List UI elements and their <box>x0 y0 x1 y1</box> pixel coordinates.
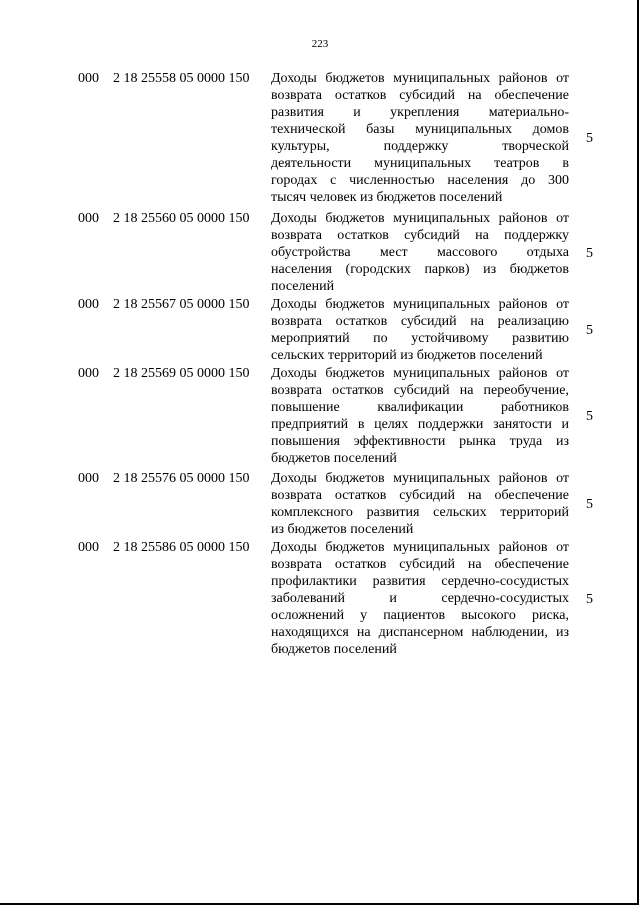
description-line: осложнений у пациентов высокого риска, <box>271 608 569 623</box>
admin-code: 000 <box>78 71 99 86</box>
description-line: Доходы бюджетов муниципальных районов от <box>271 211 569 226</box>
description-line: возврата остатков субсидий на реализацию <box>271 314 569 329</box>
budget-classification-code: 2 18 25576 05 0000 150 <box>113 471 250 486</box>
income-description <box>271 296 569 364</box>
description-line: повышение квалификации работников <box>271 400 569 415</box>
description-line: городах с численностью населения до 300 <box>271 173 569 188</box>
budget-classification-code: 2 18 25569 05 0000 150 <box>113 366 250 381</box>
description-line: бюджетов поселений <box>271 642 397 657</box>
description-line: возврата остатков субсидий на обеспечение <box>271 88 569 103</box>
description-line: профилактики развития сердечно-сосудистых <box>271 574 569 589</box>
admin-code: 000 <box>78 540 99 555</box>
income-description <box>271 210 569 295</box>
description-line: населения (городских парков) из бюджетов <box>271 262 569 277</box>
description-line: предприятий в целях поддержки занятости и <box>271 417 569 432</box>
description-line: возврата остатков субсидий на поддержку <box>271 228 569 243</box>
admin-code: 000 <box>78 211 99 226</box>
description-line: возврата остатков субсидий на переобучение, <box>271 383 569 398</box>
budget-classification-code: 2 18 25558 05 0000 150 <box>113 71 250 86</box>
amount-value: 5 <box>586 131 593 146</box>
income-description <box>271 470 569 538</box>
description-line: возврата остатков субсидий на обеспечение <box>271 557 569 572</box>
description-line: Доходы бюджетов муниципальных районов от <box>271 471 569 486</box>
admin-code: 000 <box>78 297 99 312</box>
amount-value: 5 <box>586 409 593 424</box>
description-line: Доходы бюджетов муниципальных районов от <box>271 366 569 381</box>
description-line: Доходы бюджетов муниципальных районов от <box>271 297 569 312</box>
description-line: находящихся на диспансерном наблюдении, из <box>271 625 569 640</box>
amount-value: 5 <box>586 323 593 338</box>
description-line: Доходы бюджетов муниципальных районов от <box>271 71 569 86</box>
income-description <box>271 539 569 658</box>
description-line: заболеваний и сердечно-сосудистых <box>271 591 569 606</box>
admin-code: 000 <box>78 366 99 381</box>
description-line: культуры, поддержку творческой <box>271 139 569 154</box>
description-line: бюджетов поселений <box>271 451 397 466</box>
amount-value: 5 <box>586 246 593 261</box>
description-line: Доходы бюджетов муниципальных районов от <box>271 540 569 555</box>
description-line: из бюджетов поселений <box>271 522 414 537</box>
description-line: обустройства мест массового отдыха <box>271 245 569 260</box>
description-line: сельских территорий из бюджетов поселений <box>271 348 543 363</box>
description-line: развития и укрепления материально- <box>271 105 569 120</box>
description-line: тысяч человек из бюджетов поселений <box>271 190 503 205</box>
description-line: комплексного развития сельских территорий <box>271 505 569 520</box>
description-line: возврата остатков субсидий на обеспечение <box>271 488 569 503</box>
page-number: 223 <box>311 38 329 50</box>
amount-value: 5 <box>586 497 593 512</box>
budget-classification-code: 2 18 25560 05 0000 150 <box>113 211 250 226</box>
description-line: технической базы муниципальных домов <box>271 122 569 137</box>
description-line: поселений <box>271 279 335 294</box>
income-description <box>271 365 569 467</box>
budget-classification-code: 2 18 25586 05 0000 150 <box>113 540 250 555</box>
description-line: мероприятий по устойчивому развитию <box>271 331 569 346</box>
income-description <box>271 70 569 206</box>
budget-classification-code: 2 18 25567 05 0000 150 <box>113 297 250 312</box>
amount-value: 5 <box>586 592 593 607</box>
admin-code: 000 <box>78 471 99 486</box>
description-line: деятельности муниципальных театров в <box>271 156 569 171</box>
description-line: повышения эффективности рынка труда из <box>271 434 569 449</box>
